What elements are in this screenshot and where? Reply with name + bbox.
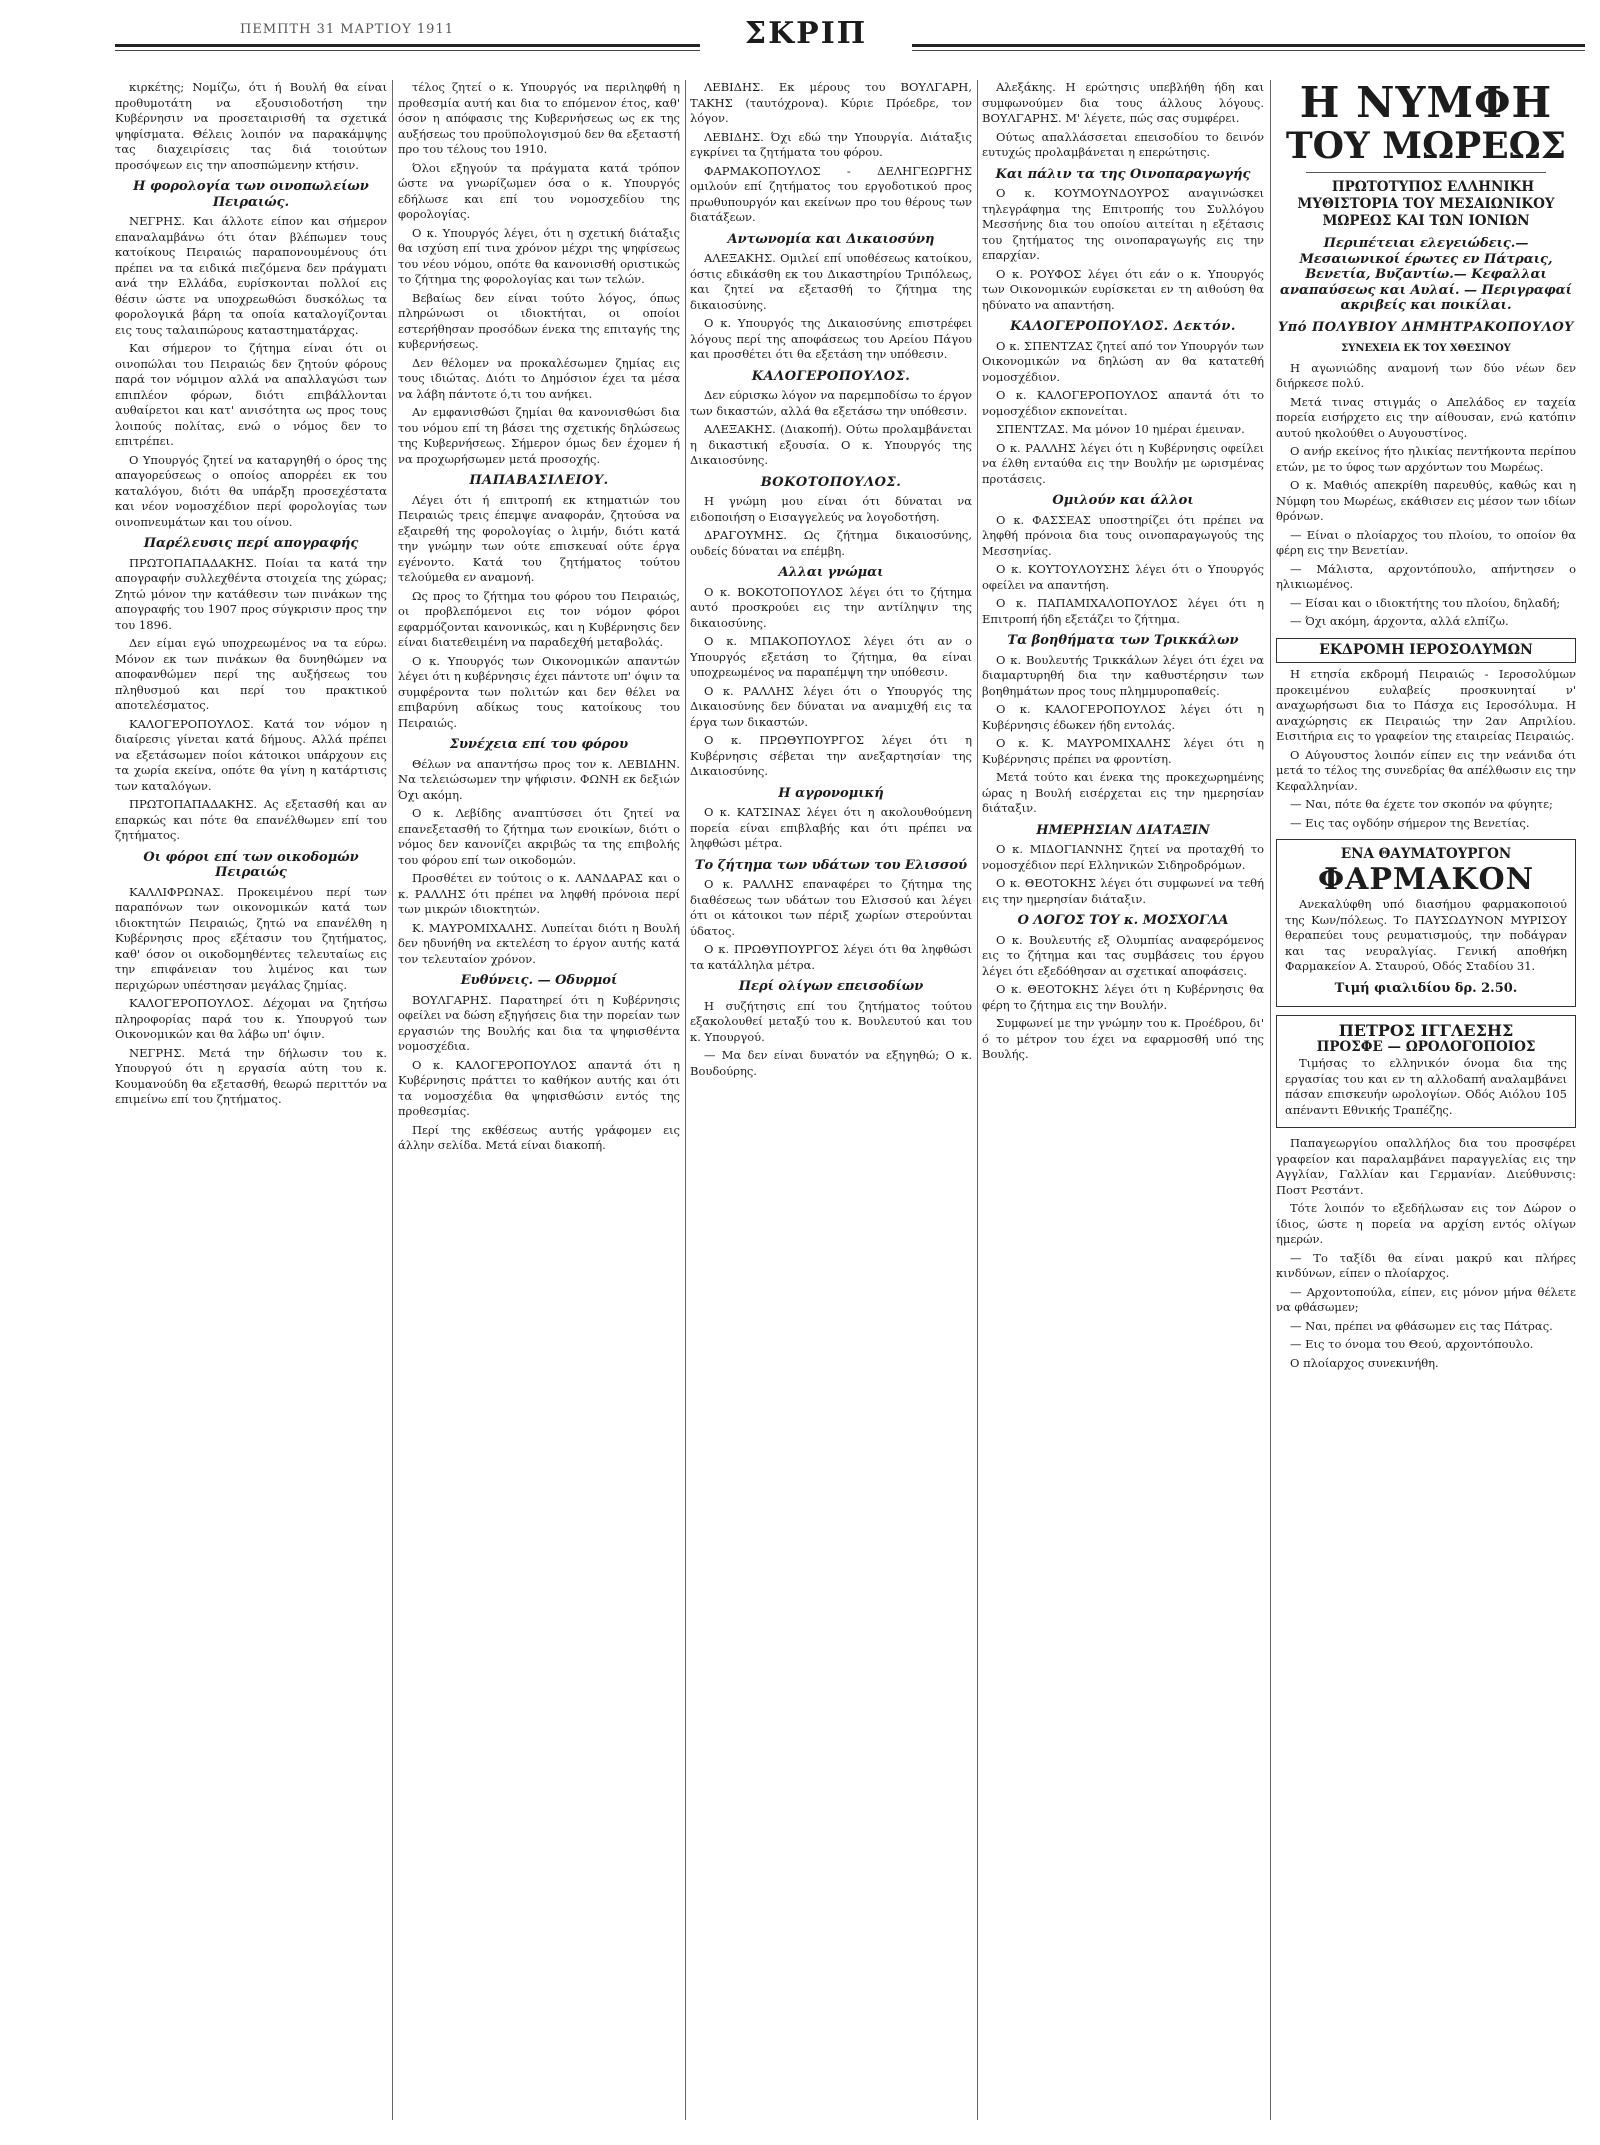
section-heading: ΗΜΕΡΗΣΙΑΝ ΔΙΑΤΑΞΙΝ	[1036, 822, 1210, 838]
divider	[1306, 172, 1546, 173]
serial-title-2: ΤΟΥ ΜΩΡΕΩΣ	[1285, 125, 1567, 167]
paragraph: Συμφωνεί με την γνώμην του κ. Προέδρου, δι' ό το μέτρον του έχει να εφαρμοσθή υπό της Βουλής.	[982, 1016, 1264, 1061]
paragraph: ΑΛΕΞΑΚΗΣ. (Διακοπή). Ούτω προλαμβάνεται η δικαστική εξουσία. Ο κ. Υπουργός της Δικαιοσύνης.	[690, 422, 972, 467]
paragraph: Θέλων να απαντήσω προς τον κ. ΛΕΒΙΔΗΝ. Να τελειώσωμεν την ψήφισιν. ΦΩΝΗ εκ δεξιών Όχι ακόμη.	[398, 756, 680, 802]
paragraph: ΠΡΩΤΟΠΑΠΑΔΑΚΗΣ. Ας εξετασθή και αν επαρκώς και πότε θα επανέλθωμεν επί του ζητήματος.	[115, 797, 387, 842]
section-heading: Αντωνομία και Δικαιοσύνη	[727, 231, 935, 247]
section-heading: Ευθύνεις. — Οδυρμοί	[460, 973, 618, 988]
paragraph: — Εις τας ογδόην σήμερον της Βενετίας.	[1290, 815, 1530, 830]
paragraph: — Είσαι και ο ιδιοκτήτης του πλοίου, δηλαδή;	[1290, 595, 1561, 610]
section-heading: Η αγρονομική	[778, 785, 884, 801]
speaker-name: ΚΑΛΟΓΕΡΟΠΟΥΛΟΣ.	[751, 368, 911, 384]
column-3	[690, 80, 972, 2120]
paragraph: Ο κ. ΜΠΑΚΟΠΟΥΛΟΣ λέγει ότι αν ο Υπουργός εξετάση το ζήτημα, θα είναι υποχρεωμένος να παραπέμψη την υπόθεσιν.	[690, 634, 972, 679]
paragraph: Δεν θέλομεν να προκαλέσωμεν ζημίας εις τους ιδιώτας. Διότι το Δημόσιον έχει τα μέσα να λάβη πάντοτε ό,τι του ανήκει.	[398, 355, 680, 401]
paragraph: Ο κ. ΡΟΥΦΟΣ λέγει ότι εάν ο κ. Υπουργός των Οικονομικών ευρίσκεται εν τη αιθούση θα ηδύνατο να απαντήση.	[982, 266, 1264, 312]
paragraph: Ο κ. ΠΡΩΘΥΠΟΥΡΓΟΣ λέγει ότι η Κυβέρνησις σέβεται την ανεξαρτησίαν της Δικαιοσύνης.	[690, 733, 972, 778]
paragraph: Η συζήτησις επί του ζητήματος τούτου εξακολουθεί μεταξύ του κ. Βουλευτού και του κ. Υπουργού.	[690, 998, 972, 1044]
paragraph: Ο κ. ΚΑΛΟΓΕΡΟΠΟΥΛΟΣ λέγει ότι η Κυβέρνησις έδωκεν ήδη εντολάς.	[982, 702, 1264, 732]
paragraph: Ο κ. ΣΠΕΝΤΖΑΣ ζητεί από τον Υπουργόν των Οικονομικών να δηλώση αν θα κατατεθή νομοσχέδιον.	[982, 338, 1264, 384]
paragraph: Όλοι εξηγούν τα πράγματα κατά τρόπον ώστε να γνωρίζωμεν όσα ο κ. Υπουργός εδήλωσε και επί του νομοσχεδίου της φορολογίας.	[398, 160, 680, 221]
column-divider	[977, 80, 978, 2120]
paragraph: — Το ταξίδι θα είναι μακρύ και πλήρες κινδύνων, είπεν ο πλοίαρχος.	[1276, 1250, 1576, 1280]
paragraph: Και σήμερον το ζήτημα είναι ότι οι οινοπώλαι του Πειραιώς δεν ζητούν φόρους παρά τον νόμιμον αλλά να απαλλαγώσι των επιπλέον φόρων, διότι επιβάλλονται αυθαίρετοι και κατ' ανισότητα ως προς τους λοιπούς πολίτας, ενώ ο νόμος δεν το επιτρέπει.	[115, 341, 387, 448]
paragraph: Κ. ΜΑΥΡΟΜΙΧΑΛΗΣ. Λυπείται διότι η Βουλή δεν ηδυνήθη να εκτελέση το έργον αυτής κατά τον τελευταίον χρόνον.	[398, 920, 680, 966]
paragraph: Ο κ. ΚΑΛΟΓΕΡΟΠΟΥΛΟΣ απαντά ότι το νομοσχέδιον εκπονείται.	[982, 388, 1264, 418]
column-divider	[1270, 80, 1271, 2120]
paragraph: ΔΡΑΓΟΥΜΗΣ. Ως ζήτημα δικαιοσύνης, ουδείς δύναται να επέμβη.	[690, 528, 972, 558]
paragraph: Ο κ. ΠΡΩΘΥΠΟΥΡΓΟΣ λέγει ότι θα ληφθώσι τα κατάλληλα μέτρα.	[690, 942, 972, 972]
paragraph: Ο Αύγουστος λοιπόν είπεν εις την νεάνιδα ότι μετά το τέλος της συνεδρίας θα απέλθωσιν εις την Κεφαλληνίαν.	[1276, 747, 1576, 793]
paragraph: Ο κ. ΚΟΥΤΟΥΛΟΥΣΗΣ λέγει ότι ο Υπουργός οφείλει να απαντήση.	[982, 562, 1264, 592]
paragraph: Δεν εύρισκω λόγον να παρεμποδίσω το έργον των δικαστών, αλλά θα εξετάσω την υπόθεσιν.	[690, 388, 972, 418]
section-heading: Αλλαι γνώμαι	[778, 565, 884, 580]
paragraph: ΠΡΩΤΟΠΑΠΑΔΑΚΗΣ. Ποίαι τα κατά την απογραφήν συλλεχθέντα στοιχεία της χώρας; Ζητώ μόνον την κατάθεσιν των πινάκων της απογραφής του 1907 προς σύγκρισιν προς την του 1896.	[115, 555, 387, 632]
paragraph: — Αρχοντοπούλα, είπεν, εις μόνον μήνα θέλετε να φθάσωμεν;	[1276, 1284, 1576, 1314]
paragraph: Ο ανήρ εκείνος ήτο ηλικίας πεντήκοντα περίπου ετών, με το ύφος των αρχόντων του Μωρέως.	[1276, 444, 1576, 474]
paragraph: Ο Υπουργός ζητεί να καταργηθή ο όρος της απαγορεύσεως ο οποίος απορρέει εκ του καταλόγου, διότι θα υπάρξη προσεχέστατα και νέον νομοσχέδιον περί φορολογίας των οινοπνευμάτων και του οίνου.	[115, 452, 387, 529]
advertisement-box	[1276, 839, 1576, 1007]
paragraph: Ο κ. ΚΑΤΣΙΝΑΣ λέγει ότι η ακολουθούμενη πορεία είναι επιβλαβής και ότι πρέπει να ληφθώσι μέτρα.	[690, 805, 972, 850]
speaker-name: ΒΟΚΟΤΟΠΟΥΛΟΣ.	[760, 474, 902, 490]
paragraph: Ο κ. ΚΟΥΜΟΥΝΔΟΥΡΟΣ αναγινώσκει τηλεγράφημα της Επιτροπής του Συλλόγου Μεσσήνης δια του οποίου αιτείται η εξέτασις του ζητήματος της οινοπαραγωγής εις την επαρχίαν.	[982, 186, 1264, 262]
section-heading: Και πάλιν τα της Οινοπαραγωγής	[995, 166, 1251, 182]
paragraph: Αν εμφανισθώσι ζημίαι θα κανονισθώσι δια του νόμου επί τη βάσει της σχετικής δηλώσεως της Κυβερνήσεως. Σήμερον όμως δεν έχομεν ή να προχωρήσωμεν μετά προσοχής.	[398, 405, 680, 466]
paragraph: Ο κ. Υπουργός των Οικονομικών απαντών λέγει ότι η κυβέρνησις έχει πάντοτε υπ' όψιν τα συμφέροντα των πολιτών και δεν θέλει να επιβαρύνη αδίκως τους κατοίκους του Πειραιώς.	[398, 653, 680, 730]
serial-subtitle: ΠΡΩΤΟΤΥΠΟΣ ΕΛΛΗΝΙΚΗ ΜΥΘΙΣΤΟΡΙΑ ΤΟΥ ΜΕΣΑΙΩΝΙΚΟΥ ΜΩΡΕΩΣ ΚΑΙ ΤΩΝ ΙΟΝΙΩΝ	[1297, 179, 1555, 229]
column-5	[1276, 80, 1576, 2120]
paragraph: Η αγωνιώδης αναμονή των δύο νέων δεν διήρκεσε πολύ.	[1276, 360, 1576, 390]
paragraph: ΝΕΓΡΗΣ. Και άλλοτε είπον και σήμερον επαναλαμβάνω ότι όταν βλέπωμεν τους κατοίκους Πειραιώς παραπονουμένους ότι πρέπει να τα ειδικά πιεζόμενα δεν πράγματι ανά την Ελλάδα, ευρίσκονται πολλοί εις θέσιν ώστε να υποχρεωθώσι δυσκόλως τα φορολογικά βάρη τα οποία καταλογίζονται εις τους ταλαιπώρους καταστηματάρχας.	[115, 214, 387, 337]
paragraph: Η γνώμη μου είναι ότι δύναται να ειδοποιήση ο Εισαγγελεύς να λογοδοτήση.	[690, 494, 972, 524]
paragraph: Ο κ. ΚΑΛΟΓΕΡΟΠΟΥΛΟΣ απαντά ότι η Κυβέρνησις πράττει το καθήκον αυτής και ότι τα νομοσχέδια θα ψηφισθώσιν εντός της προθεσμίας.	[398, 1057, 680, 1118]
column-1	[115, 80, 387, 2120]
paragraph: Δεν είμαι εγώ υποχρεωμένος να τα εύρω. Μόνον εκ των πινάκων θα δυνηθώμεν να αποφανθώμεν περί της αυξήσεως του πληθυσμού και περί του πρακτικού αποτελέσματος.	[115, 636, 387, 712]
paragraph: Μετά τινας στιγμάς ο Απελάδος εν ταχεία πορεία εισήρχετο εις την αίθουσαν, ενώ κατόπιν αυτού ηκολούθει ο Αυγουστίνος.	[1276, 394, 1576, 440]
paragraph: ΑΛΕΞΑΚΗΣ. Ομιλεί επί υποθέσεως κατοίκου, όστις εδικάσθη εκ του Δικαστηρίου Τριπόλεως, και ζητεί να εξετασθή το ζήτημα της δικαιοσύνης.	[690, 251, 972, 312]
paragraph: Λέγει ότι ή επιτροπή εκ κτηματιών του Πειραιώς τρεις έπεμψε αναφοράν, ζητούσα να εξαιρεθή της φορολογίας ο λιμήν, διότι κατά την γνώμην των ούτε επισκευαί ούτε έργα εγένοντο. Κατά του ζητήματος τούτου τελούμεθα εν αναμονή.	[398, 492, 680, 584]
paragraph: Ο κ. ΒΟΚΟΤΟΠΟΥΛΟΣ λέγει ότι το ζήτημα αυτό προσκρούει εις την αντίληψιν της δικαιοσύνης.	[690, 584, 972, 630]
section-heading: Η φορολογία των οινοπωλείων Πειραιώς.	[133, 179, 369, 210]
serial-description: Περιπέτειαι ελεγειώδεις.— Μεσαιωνικοί έρωτες εν Πάτραις, Βενετία, Βυζαντίω.— Κεφαλλαι αναπαύσεως και Αυλαί. — Περιγραφαί ακριβείς και ποικίλαι.	[1280, 236, 1572, 313]
column-4	[982, 80, 1264, 2120]
paragraph: ΛΕΒΙΔΗΣ. Όχι εδώ την Υπουργία. Διάταξις εγκρίνει τα ζητήματα του φόρου.	[690, 129, 972, 159]
paragraph: Ο κ. Βουλευτής Τρικκάλων λέγει ότι έχει να διαμαρτυρηθή δια την καθυστέρησιν των βοηθημάτων προς τους πλημμυροπαθείς.	[982, 652, 1264, 698]
ad-text: Τιμήσας το ελληνικόν όνομα δια της εργασίας του και εν τη αλλοδαπή αναλαμβάνει πάσαν επισκευήν ωρολογίων. Οδός Αιόλου 105 απέναντι Εθνικής Τραπέζης.	[1285, 1056, 1567, 1117]
serial-author: Υπό ΠΟΛΥΒΙΟΥ ΔΗΜΗΤΡΑΚΟΠΟΥΛΟΥ	[1278, 319, 1574, 335]
paragraph: ΝΕΓΡΗΣ. Μετά την δήλωσιν του κ. Υπουργού ότι η εργασία αύτη του κ. Κουμανούδη θα εξετασθή, θεωρώ περιττόν να επιμείνω επί του ζητήματος.	[115, 1045, 387, 1106]
date-line: ΠΕΜΠΤΗ 31 ΜΑΡΤΙΟΥ 1911	[240, 22, 454, 37]
newspaper-name: ΣΚΡΙΠ	[700, 16, 912, 51]
paragraph: — Είναι ο πλοίαρχος του πλοίου, το οποίον θα φέρη εις την Βενετίαν.	[1276, 527, 1576, 557]
paragraph: Ο κ. ΘΕΟΤΟΚΗΣ λέγει ότι συμφωνεί να τεθή εις την ημερησίαν διάταξιν.	[982, 876, 1264, 906]
paragraph: — Μα δεν είναι δυνατόν να εξηγηθώ; Ο κ. Βουδούρης.	[690, 1048, 972, 1078]
paragraph: — Εις το όνομα του Θεού, αρχοντόπουλο.	[1290, 1337, 1534, 1351]
ad-text: Παπαγεωργίου οπαλλήλος δια του προσφέρει γραφείον και παραλαμβάνει παραγγελίας εις την Αγγλίαν, Γαλλίαν και Γερμανίαν. Διεύθυνσις: Ποστ Ρεστάντ.	[1276, 1136, 1576, 1197]
ad-text: Ανεκαλύφθη υπό διασήμου φαρμακοποιού της Κων/πόλεως. Το ΠΑΥΣΩΔΥΝΟΝ ΜΥΡΙΣΟΥ θεραπεύει τους ρευματισμούς, την ποδάγραν και τας νευραλγίας. Γενική αποθήκη Φαρμακείον Α. Σταυρού, Οδός Σταδίου 31.	[1285, 897, 1567, 973]
column-divider	[685, 80, 686, 2120]
paragraph: Ως προς το ζήτημα του φόρου του Πειραιώς, οι προβλεπόμενοι εις τον νόμον φόροι εφαρμόζονται κανονικώς, και η Κυβέρνησις δεν είναι διατεθειμένη να παραδεχθή μεταβολάς.	[398, 588, 680, 649]
ad-title: ΠΕΤΡΟΣ ΙΓΓΛΕΣΗΣ	[1338, 1021, 1514, 1040]
paragraph: Ο πλοίαρχος συνεκινήθη.	[1290, 1355, 1439, 1370]
paragraph: Μετά τούτο και ένεκα της προκεχωρημένης ώρας η Βουλή εισέρχεται εις την ημερησίαν διάταξιν.	[982, 770, 1264, 815]
speaker-name: ΚΑΛΟΓΕΡΟΠΟΥΛΟΣ. Δεκτόν.	[1010, 319, 1236, 334]
ad-heading: ΕΚΔΡΟΜΗ ΙΕΡΟΣΟΛΥΜΩΝ	[1276, 638, 1576, 664]
section-heading: Ομιλούν και άλλοι	[1052, 493, 1194, 508]
paragraph: Τότε λοιπόν το εξεδήλωσαν εις τον Δώρον ο ίδιος, ώστε η πορεία να αρχίση εντός ολίγων ημερών.	[1276, 1201, 1576, 1246]
paragraph: — Ναι, πότε θα έχετε τον σκοπόν να φύγητε;	[1290, 797, 1553, 811]
paragraph: ΚΑΛΟΓΕΡΟΠΟΥΛΟΣ. Δέχομαι να ζητήσω πληροφορίας παρά του κ. Υπουργού των Οικονομικών και θα λάβω υπ' όψιν.	[115, 996, 387, 1041]
ad-price: Τιμή φιαλιδίου δρ. 2.50.	[1334, 980, 1518, 996]
section-heading: Το ζήτημα των υδάτων του Ελισσού	[694, 857, 968, 873]
section-heading: Τα βοηθήματα των Τρικκάλων	[1007, 633, 1239, 648]
paragraph: ΣΠΕΝΤΖΑΣ. Μα μόνον 10 ημέραι έμειναν.	[996, 422, 1245, 436]
ad-text: Η ετησία εκδρομή Πειραιώς - Ιεροσολύμων προκειμένου ευλαβείς προσκυνηταί ν' αναχωρήσωσι δια το Πάσχα εις Ιεροσόλυμα. Η αναχώρησις εκ Πειραιώς την 2αν Απριλίου. Εισιτήρια εις το γραφείον της εταιρείας Πειραιώς.	[1276, 667, 1576, 743]
paragraph: Ο κ. ΡΑΛΛΗΣ λέγει ότι η Κυβέρνησις οφείλει να έλθη ενταύθα εις την Βουλήν με ωρισμένας προτάσεις.	[982, 440, 1264, 486]
paragraph: Ο κ. Βουλευτής εξ Ολυμπίας αναφερόμενος εις το ζήτημα και τας συμβάσεις του έργου λέγει ότι εξεδόθησαν αι σχετικαί αποφάσεις.	[982, 932, 1264, 978]
paragraph: Ούτως απαλλάσσεται επεισοδίου το δεινόν ευτυχώς προλαμβάνεται η επερώτησις.	[982, 129, 1264, 159]
paragraph: Ο κ. Μαθιός απεκρίθη παρευθύς, καθώς και η Νύμφη του Μωρέως, εκάθισεν εις μέσον των ιδίων θρόνων.	[1276, 478, 1576, 523]
column-divider	[392, 80, 393, 2120]
serial-title: Η ΝΥΜΦΗ	[1299, 80, 1553, 127]
paragraph: — Μάλιστα, αρχοντόπουλο, απήντησεν ο ηλικιωμένος.	[1276, 561, 1576, 591]
ad-subtitle: ΠΡΟΣΦΕ — ΩΡΟΛΟΓΟΠΟΙΟΣ	[1316, 1039, 1536, 1055]
paragraph: Προσθέτει εν τούτοις ο κ. ΛΑΝΔΑΡΑΣ και ο κ. ΡΑΛΛΗΣ ότι πρέπει να ληφθή πρόνοια περί των μικρών ιδιοκτητών.	[398, 871, 680, 916]
speaker-name: ΠΑΠΑΒΑΣΙΛΕΙΟΥ.	[469, 473, 609, 488]
serial-continuation: ΣΥΝΕΧΕΙΑ ΕΚ ΤΟΥ ΧΘΕΣΙΝΟΥ	[1341, 343, 1511, 354]
section-heading: Συνέχεια επί του φόρου	[449, 737, 629, 752]
section-heading: Ο ΛΟΓΟΣ ΤΟΥ κ. ΜΟΣΧΟΓΛΑ	[1017, 913, 1229, 928]
paragraph: — Όχι ακόμη, άρχοντα, αλλά ελπίζω.	[1290, 614, 1509, 628]
paragraph: τέλος ζητεί ο κ. Υπουργός να περιληφθή η προθεσμία αυτή και δια το επόμενον έτος, καθ' όσον η απόφασις της Κυβερνήσεως ως εκ της αυξήσεως του προϋπολογισμού δεν θα εξεταστή προ του τέλους του 1910.	[398, 80, 680, 156]
section-heading: Οι φόροι επί των οικοδομών Πειραιώς	[143, 849, 359, 880]
paragraph: ΚΑΛΟΓΕΡΟΠΟΥΛΟΣ. Κατά τον νόμον η διαίρεσις γίνεται κατά δήμους. Αλλά πρέπει να εξετάσωμεν ποίοι κάτοικοι υπάρχουν εις τα χωρία εκείνα, οπότε θα γίνη η κατάρτισις των καταλόγων.	[115, 716, 387, 793]
paragraph: Ο κ. ΠΑΠΑΜΙΧΑΛΟΠΟΥΛΟΣ λέγει ότι η Επιτροπή ήδη εξετάζει το ζήτημα.	[982, 596, 1264, 626]
paragraph: Ο κ. ΡΑΛΛΗΣ επαναφέρει το ζήτημα της διαθέσεως των υδάτων του Ελισσού και λέγει ότι οι κάτοικοι των πέριξ χωρίων στερούνται ύδατος.	[690, 877, 972, 938]
paragraph: κιρκέτης; Νομίζω, ότι ή Βουλή θα είναι προθυμοτάτη να εξουσιοδοτήση την Κυβέρνησιν να προσεταιρισθή τα σχετικά ψηφίσματα. Θέλεις λοιπόν να παρακάμψης τας διαχειρίσεις τας διά τοιούτων προσόψεων εις την αποσπώμενην κτήσιν.	[115, 80, 387, 172]
paragraph: Ο κ. ΘΕΟΤΟΚΗΣ λέγει ότι η Κυβέρνησις θα φέρη το ζήτημα εις την Βουλήν.	[982, 982, 1264, 1012]
section-heading: Παρέλευσις περί απογραφής	[143, 536, 359, 551]
paragraph: ΒΟΥΛΓΑΡΗΣ. Παρατηρεί ότι η Κυβέρνησις οφείλει να δώση εξηγήσεις δια την πορείαν των εργασιών της Βουλής και δια τα ψηφισθέντα νομοσχέδια.	[398, 992, 680, 1053]
column-2	[398, 80, 680, 2120]
advertisement-box	[1276, 1015, 1576, 1128]
masthead	[0, 0, 1600, 82]
paragraph: Ο κ. ΦΑΣΣΕΑΣ υποστηρίζει ότι πρέπει να ληφθή πρόνοια δια τους οινοπαραγωγούς της Μεσσηνίας.	[982, 512, 1264, 558]
paragraph: ΚΑΛΛΙΦΡΩΝΑΣ. Προκειμένου περί των παραπόνων των οικονομικών κατά των ιδιοκτητών Πειραιώς, ζητώ να επανέλθη η Κυβέρνησις προς εξέτασιν του ζητήματος, καθ' όσον οι οικοδομηθέντες τελευταίως εις την επιφάνειαν του λιμένος και των περιχώρων υπέστησαν μεγάλας ζημίας.	[115, 884, 387, 992]
paragraph: ΦΑΡΜΑΚΟΠΟΥΛΟΣ - ΔΕΛΗΓΕΩΡΓΗΣ ομιλούν επί ζητήματος του εργοδοτικού προς πρωθυπουργόν και εκείνων προ του θέρους των διατάξεων.	[690, 163, 972, 224]
paragraph: Ο κ. Υπουργός της Δικαιοσύνης επιστρέφει λόγους περί της αποφάσεως του Αρείου Πάγου και προσθέτει ότι θα εξετάση την υπόθεσιν.	[690, 316, 972, 361]
paragraph: Ο κ. ΜΙΔΟΓΙΑΝΝΗΣ ζητεί να προταχθή το νομοσχέδιον περί Ελληνικών Σιδηροδρόμων.	[982, 842, 1264, 872]
ad-big-title: ΦΑΡΜΑΚΟΝ	[1317, 862, 1535, 897]
paragraph: ΛΕΒΙΔΗΣ. Εκ μέρους του ΒΟΥΛΓΑΡΗ, ΤΑΚΗΣ (ταυτόχρονα). Κύριε Πρόεδρε, τον λόγον.	[690, 80, 972, 125]
paragraph: Ο κ. Κ. ΜΑΥΡΟΜΙΧΑΛΗΣ λέγει ότι η Κυβέρνησις πρέπει να φροντίση.	[982, 736, 1264, 766]
paragraph: Περί της εκθέσεως αυτής γράφομεν εις άλλην σελίδα. Μετά είναι διακοπή.	[398, 1122, 680, 1152]
paragraph: Ο κ. Λεβίδης αναπτύσσει ότι ζητεί να επανεξετασθή το ζήτημα των ενοικίων, διότι ο νόμος δεν κανονίζει ακριβώς τα της επιβολής του φόρου επί των οικοδομών.	[398, 806, 680, 867]
section-heading: Περί ολίγων επεισοδίων	[738, 979, 924, 994]
paragraph: Ο κ. ΡΑΛΛΗΣ λέγει ότι ο Υπουργός της Δικαιοσύνης δεν δύναται να αναμιχθή εις τα έργα των δικαστών.	[690, 683, 972, 729]
paragraph: — Ναι, πρέπει να φθάσωμεν εις τας Πάτρας.	[1290, 1318, 1553, 1333]
paragraph: Βεβαίως δεν είναι τούτο λόγος, όπως πληρώνωσι οι ιδιοκτήται, οι οποίοι εστερήθησαν προσόδων ένεκα της επιταγής της κυβερνήσεως.	[398, 290, 680, 351]
paragraph: Ο κ. Υπουργός λέγει, ότι η σχετική διάταξις θα ισχύση επί τινα χρόνον μέχρι της ψηφίσεως του νέου νόμου, οπότε θα κανονισθή οριστικώς το ζήτημα της φορολογίας και των τελών.	[398, 225, 680, 286]
paragraph: Αλεξάκης. Η ερώτησις υπεβλήθη ήδη και συμφωνούμεν δια τους άλλους λόγους. ΒΟΥΛΓΑΡΗΣ. Μ' λέγετε, πώς σας συμφέρει.	[982, 80, 1264, 125]
ad-title: ΕΝΑ ΘΑΥΜΑΤΟΥΡΓΟΝ	[1340, 846, 1512, 862]
